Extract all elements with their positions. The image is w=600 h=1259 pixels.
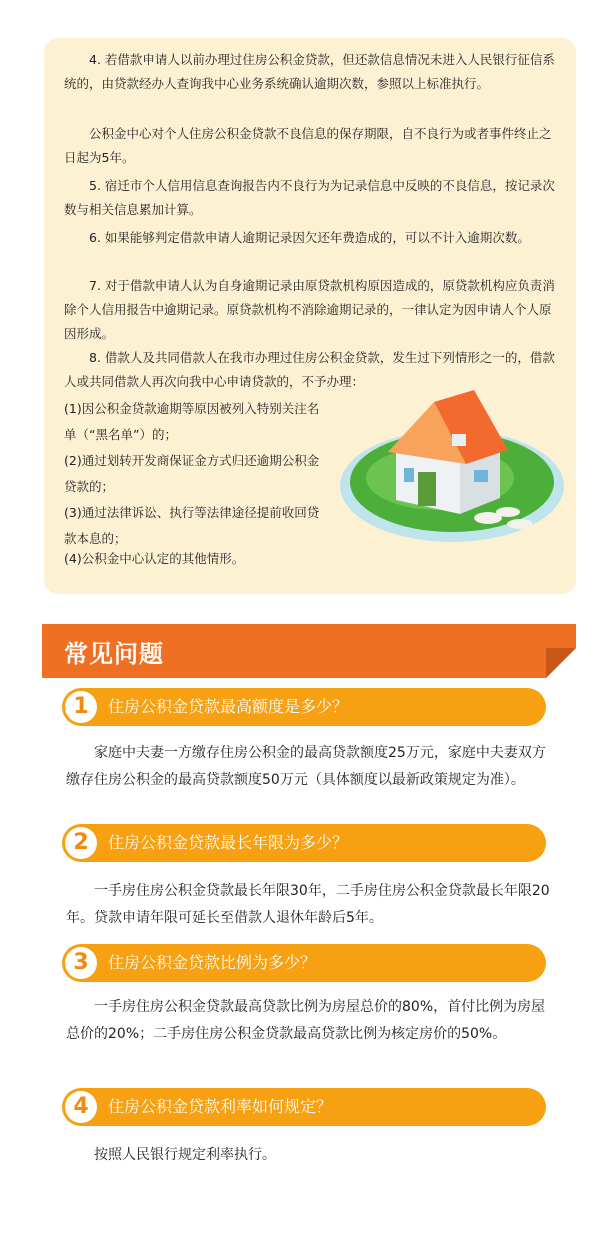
rule-paragraph-4: 4. 若借款申请人以前办理过住房公积金贷款，但还款信息情况未进入人民银行征信系统的，由贷款经办人查询我中心业务系统确认逾期次数，参照以上标准执行。 bbox=[64, 52, 555, 91]
rule-list-item-4: (4)公积金中心认定的其他情形。 bbox=[64, 551, 245, 566]
question-number-badge: 3 bbox=[65, 947, 97, 979]
faq-header bbox=[42, 624, 576, 678]
faq-answer-1: 家庭中夫妻一方缴存住房公积金的最高贷款额度25万元，家庭中夫妻双方缴存住房公积金的最高贷款额度50万元（具体额度以最新政策规定为准）。 bbox=[66, 745, 546, 788]
faq-question-4[interactable] bbox=[62, 1088, 546, 1126]
rule-paragraph-5: 5. 宿迁市个人信用信息查询报告内不良行为为记录信息中反映的不良信息，按记录次数与相关信息累加计算。 bbox=[64, 178, 555, 217]
question-text: 住房公积金贷款利率如何规定？ bbox=[108, 1097, 333, 1116]
question-number-badge: 2 bbox=[65, 827, 97, 859]
faq-question-3[interactable] bbox=[62, 944, 546, 982]
faq-answer-4: 按照人民银行规定利率执行。 bbox=[94, 1147, 276, 1163]
faq-title: 常见问题 bbox=[64, 640, 164, 668]
question-text: 住房公积金贷款最高额度是多少？ bbox=[108, 697, 349, 716]
rule-paragraph-6: 6. 如果能够判定借款申请人逾期记录因欠还年费造成的，可以不计入逾期次数。 bbox=[89, 230, 530, 245]
chimney bbox=[452, 434, 466, 446]
house-illustration bbox=[340, 368, 568, 558]
house-window bbox=[404, 468, 414, 482]
faq-question-1[interactable] bbox=[62, 688, 546, 726]
house-window-side bbox=[474, 470, 488, 482]
question-number-badge: 4 bbox=[65, 1091, 97, 1123]
corner-fold-icon bbox=[546, 624, 576, 678]
rule-list-item-3: (3)通过法律诉讼、执行等法律途径提前收回贷款本息的； bbox=[64, 505, 320, 546]
house-door bbox=[418, 472, 436, 506]
question-text: 住房公积金贷款最长年限为多少？ bbox=[108, 833, 349, 852]
faq-answer-3: 一手房住房公积金贷款最高贷款比例为房屋总价的80%，首付比例为房屋总价的20%；二手房住房公积金贷款最高贷款比例为核定房价的50%。 bbox=[66, 999, 546, 1042]
rule-paragraph-7: 7. 对于借款申请人认为自身逾期记录由原贷款机构原因造成的，原贷款机构应负责消除个人信用报告中逾期记录。原贷款机构不消除逾期记录的，一律认定为因申请人个人原因形成。 bbox=[64, 278, 555, 341]
question-text: 住房公积金贷款比例为多少？ bbox=[108, 953, 317, 972]
rule-list-item-1: (1)因公积金贷款逾期等原因被列入特别关注名单（“黑名单”）的； bbox=[64, 401, 320, 442]
faq-question-2[interactable] bbox=[62, 824, 546, 862]
stepping-stone bbox=[507, 519, 533, 529]
faq-answer-2: 一手房住房公积金贷款最长年限30年，二手房住房公积金贷款最长年限20年。贷款申请年限可延长至借款人退休年龄后5年。 bbox=[66, 883, 550, 926]
rule-paragraph-8: 8. 借款人及共同借款人在我市办理过住房公积金贷款，发生过下列情形之一的，借款人或共同借款人再次向我中心申请贷款的，不予办理： bbox=[64, 350, 555, 389]
stepping-stone bbox=[496, 507, 520, 517]
rule-list-item-2: (2)通过划转开发商保证金方式归还逾期公积金贷款的； bbox=[64, 453, 320, 494]
question-number-badge: 1 bbox=[65, 691, 97, 723]
rule-paragraph-retention: 公积金中心对个人住房公积金贷款不良信息的保存期限，自不良行为或者事件终止之日起为5年。 bbox=[64, 126, 552, 165]
